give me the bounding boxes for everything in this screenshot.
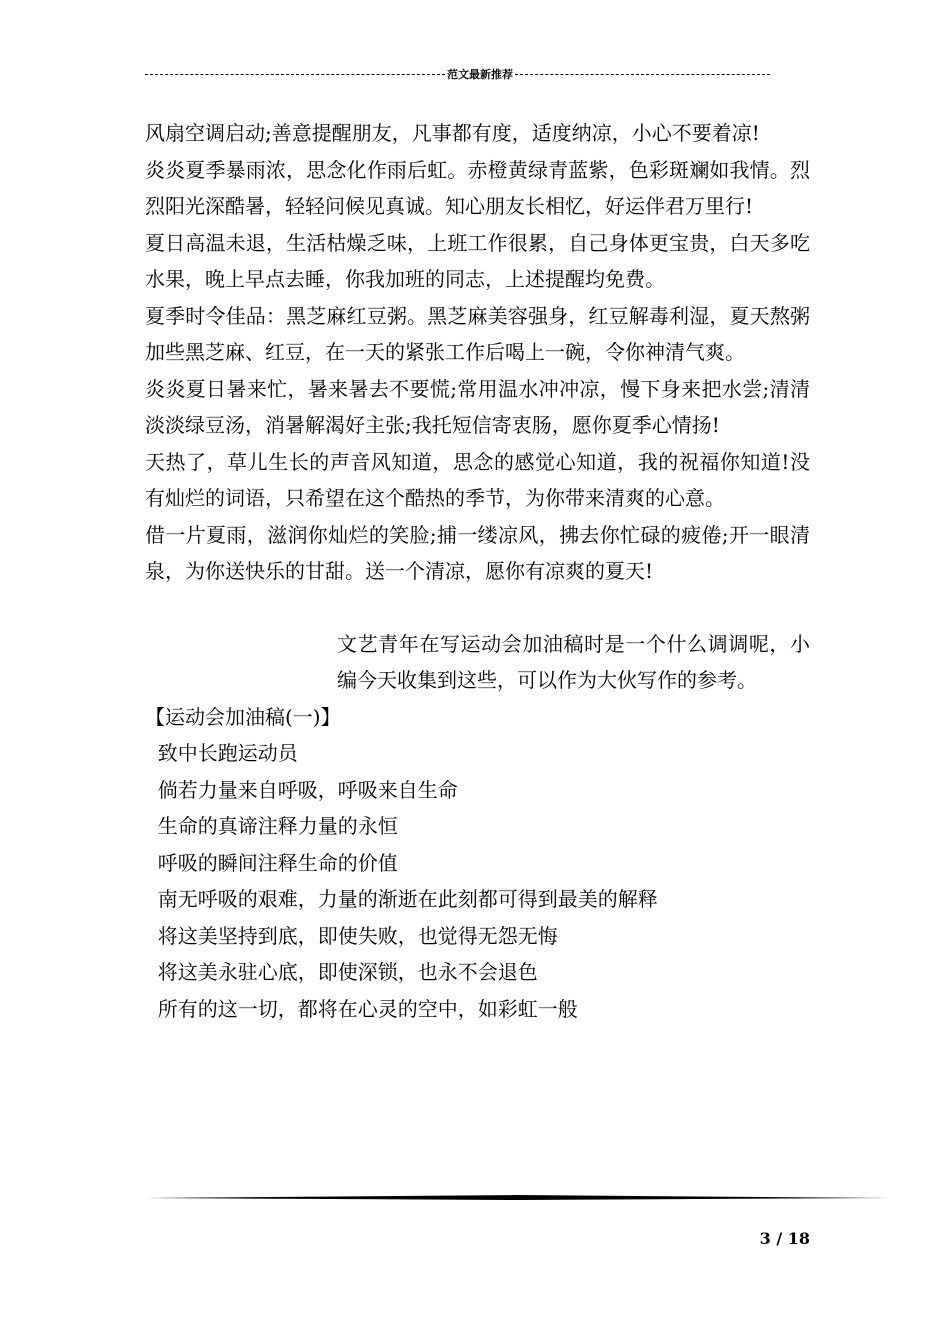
poem-line: 呼吸的瞬间注释生命的价值: [145, 850, 398, 875]
intro-paragraph: 文艺青年在写运动会加油稿时是一个什么调调呢，小编今天收集到这些，可以作为大伙写作的参考。: [337, 631, 810, 692]
poem-line: 致中长跑运动员: [145, 741, 298, 765]
document-body: [145, 115, 810, 1027]
blank-line: [145, 590, 810, 626]
poem-line: 倘若力量来自呼吸，呼吸来自生命: [145, 777, 458, 802]
paragraph: 借一片夏雨，滋润你灿烂的笑脸;捕一缕凉风，拂去你忙碌的疲倦;开一眼清泉，为你送快乐的甘甜。送一个清凉，愿你有凉爽的夏天!: [145, 522, 810, 583]
poem-line: 将这美坚持到底，即使失败，也觉得无怨无悔: [145, 923, 558, 948]
paragraph: 夏日高温未退，生活枯燥乏味，上班工作很累，自己身体更宝贵，白天多吃水果，晚上早点去睡，你我加班的同志，上述提醒均免费。: [145, 230, 810, 291]
header-dashes-right: [515, 74, 770, 75]
page-number: 3 / 18: [759, 1229, 810, 1248]
header-title: 范文最新推荐: [447, 68, 513, 81]
paragraph: 风扇空调启动;善意提醒朋友，凡事都有度，适度纳凉，小心不要着凉!: [145, 121, 760, 145]
poem-line: 将这美永驻心底，即使深锁，也永不会退色: [145, 960, 538, 984]
poem-line: 南无呼吸的艰难，力量的渐逝在此刻都可得到最美的解释: [145, 887, 658, 911]
footer-rule: [145, 1195, 890, 1200]
header-dashes-left: [145, 74, 445, 75]
poem-line: 所有的这一切，都将在心灵的空中，如彩虹一般: [145, 996, 578, 1021]
paragraph: 炎炎夏季暴雨浓，思念化作雨后虹。赤橙黄绿青蓝紫，色彩斑斓如我情。烈烈阳光深酷暑，轻轻问候见真诚。知心朋友长相忆，好运伴君万里行!: [145, 157, 810, 218]
paragraph: 夏季时令佳品：黑芝麻红豆粥。黑芝麻美容强身，红豆解毒利湿，夏天熬粥加些黑芝麻、红豆，在一天的紧张工作后喝上一碗，令你神清气爽。: [145, 303, 810, 364]
section-title: 【运动会加油稿(一)】: [145, 704, 341, 729]
paragraph: 炎炎夏日暑来忙，暑来暑去不要慌;常用温水冲冲凉，慢下身来把水尝;清清淡淡绿豆汤，消暑解渴好主张;我托短信寄衷肠，愿你夏季心情扬!: [145, 376, 810, 437]
page-header: [145, 66, 810, 82]
paragraph: 天热了，草儿生长的声音风知道，思念的感觉心知道，我的祝福你知道!没有灿烂的词语，只希望在这个酷热的季节，为你带来清爽的心意。: [145, 449, 810, 510]
poem-line: 生命的真谛注释力量的永恒: [145, 814, 398, 838]
